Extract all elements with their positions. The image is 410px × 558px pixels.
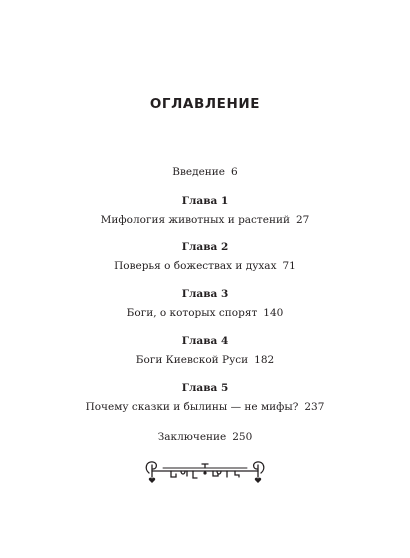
toc-page-number: 237 bbox=[304, 401, 325, 413]
ornament-divider-icon bbox=[143, 455, 267, 485]
toc-entry-line bbox=[0, 165, 410, 179]
toc-chapter-label: Глава 2 bbox=[181, 241, 229, 253]
toc-entry-chapter-5[interactable] bbox=[0, 381, 410, 414]
toc-entry-chapter-3[interactable] bbox=[0, 287, 410, 320]
toc-entry-intro[interactable] bbox=[0, 165, 410, 179]
toc-page-number: 6 bbox=[231, 166, 238, 178]
toc-entry-line bbox=[0, 353, 410, 367]
toc-entry-line bbox=[0, 400, 410, 414]
toc-page-number: 182 bbox=[254, 354, 275, 366]
toc-entry-text: Боги Киевской Руси bbox=[135, 354, 249, 366]
toc-entry-text: Почему сказки и былины — не мифы? bbox=[85, 401, 299, 413]
toc-entry-chapter-2[interactable] bbox=[0, 240, 410, 273]
toc-page-number: 27 bbox=[295, 214, 310, 226]
toc-entry-line bbox=[0, 213, 410, 227]
toc-entry-conclusion[interactable] bbox=[0, 430, 410, 444]
toc-entry-text: Мифология животных и растений bbox=[100, 214, 290, 226]
toc-entry-line bbox=[0, 430, 410, 444]
toc-entry-chapter-1[interactable] bbox=[0, 194, 410, 227]
toc-entry-line bbox=[0, 259, 410, 273]
toc-entry-text: Введение bbox=[172, 166, 226, 178]
toc-chapter-label: Глава 3 bbox=[181, 288, 229, 300]
toc-entry-text: Поверья о божествах и духах bbox=[114, 260, 277, 272]
toc-title: ОГЛАВЛЕНИЕ bbox=[149, 96, 261, 112]
toc-entry-chapter-4[interactable] bbox=[0, 334, 410, 367]
toc-page-number: 71 bbox=[282, 260, 296, 272]
toc-entry-line bbox=[0, 306, 410, 320]
toc-chapter-label: Глава 5 bbox=[181, 382, 229, 394]
toc-page-number: 250 bbox=[232, 431, 253, 443]
toc-entry-text: Боги, о которых спорят bbox=[126, 307, 258, 319]
toc-chapter-label: Глава 4 bbox=[181, 335, 229, 347]
toc-entry-text: Заключение bbox=[157, 431, 227, 443]
toc-page-number: 140 bbox=[263, 307, 284, 319]
toc-chapter-label: Глава 1 bbox=[181, 195, 229, 207]
